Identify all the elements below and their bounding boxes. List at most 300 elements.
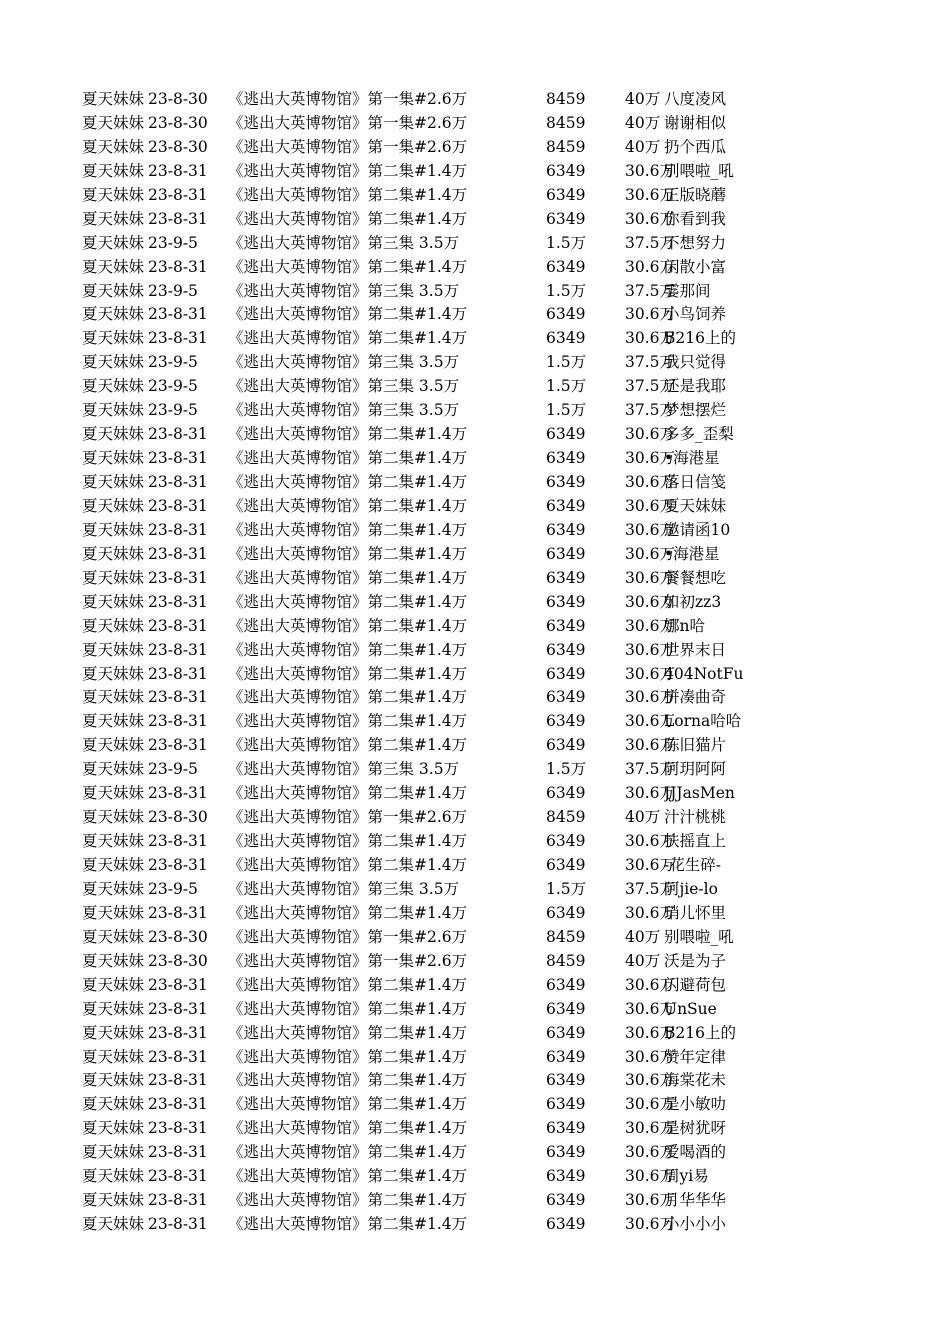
cell-views: 6349 — [546, 1167, 586, 1186]
cell-title: 《逃出大英博物馆》第三集 3.5万 — [228, 401, 460, 420]
cell-user: 如初zz3 — [664, 592, 722, 611]
cell-views: 8459 — [546, 90, 586, 108]
cell-views: 6349 — [546, 1095, 586, 1114]
cell-author: 夏天妹妹 — [82, 281, 145, 300]
cell-views: 6349 — [546, 329, 586, 348]
cell-author: 夏天妹妹 — [82, 640, 145, 659]
cell-fans: 30.6万 — [625, 903, 676, 922]
cell-author: 夏天妹妹 — [82, 999, 145, 1018]
table-row — [82, 1165, 762, 1189]
cell-user: 闲散小富 — [664, 257, 727, 276]
cell-date: 23-8-31 — [148, 185, 208, 204]
cell-user: 汁汁桃桃 — [664, 808, 727, 827]
cell-views: 6349 — [546, 209, 586, 228]
cell-author: 夏天妹妹 — [82, 879, 145, 898]
table-row — [82, 184, 762, 208]
cell-views: 6349 — [546, 520, 586, 539]
cell-author: 夏天妹妹 — [82, 1023, 145, 1042]
cell-fans: 30.6万 — [625, 161, 676, 180]
cell-author: 夏天妹妹 — [82, 544, 145, 563]
cell-author: 夏天妹妹 — [82, 951, 145, 970]
cell-user: 小鸟饲养 — [664, 305, 727, 324]
cell-user: 夏天妹妹 — [664, 496, 727, 515]
cell-author: 夏天妹妹 — [82, 137, 145, 156]
cell-user: 沃是为子 — [664, 951, 727, 970]
cell-user: 别喂啦_吼 — [664, 927, 734, 946]
cell-user: 陈旧猫片 — [664, 736, 727, 755]
cell-user: •海港星 — [664, 544, 720, 563]
cell-views: 8459 — [546, 137, 586, 156]
cell-author: 夏天妹妹 — [82, 353, 145, 372]
cell-author: 夏天妹妹 — [82, 856, 145, 874]
cell-fans: 30.6万 — [625, 784, 676, 803]
cell-author: 夏天妹妹 — [82, 496, 145, 515]
cell-user: 闪避荷包 — [664, 975, 727, 994]
cell-date: 23-8-31 — [148, 640, 208, 659]
cell-fans: 40万 — [625, 90, 661, 108]
cell-title: 《逃出大英博物馆》第二集#1.4万 — [228, 305, 468, 324]
cell-fans: 30.6万 — [625, 1023, 676, 1042]
table-row — [82, 998, 762, 1022]
cell-user: 世界末日 — [664, 640, 727, 659]
table-row — [82, 878, 762, 902]
cell-title: 《逃出大英博物馆》第二集#1.4万 — [228, 544, 468, 563]
cell-date: 23-8-31 — [148, 209, 208, 228]
cell-author: 夏天妹妹 — [82, 784, 145, 803]
cell-user: 正版晓蘑 — [664, 185, 727, 204]
cell-title: 《逃出大英博物馆》第二集#1.4万 — [228, 856, 468, 874]
cell-views: 1.5万 — [546, 377, 587, 396]
cell-title: 《逃出大英博物馆》第二集#1.4万 — [228, 161, 468, 180]
cell-views: 6349 — [546, 903, 586, 922]
cell-title: 《逃出大英博物馆》第二集#1.4万 — [228, 903, 468, 922]
table-row — [82, 710, 762, 734]
cell-author: 夏天妹妹 — [82, 688, 145, 707]
cell-views: 8459 — [546, 927, 586, 946]
cell-author: 夏天妹妹 — [82, 401, 145, 420]
table-row — [82, 232, 762, 256]
cell-views: 1.5万 — [546, 233, 587, 252]
cell-date: 23-8-31 — [148, 1167, 208, 1186]
table-row — [82, 639, 762, 663]
cell-user: 爱喝酒的 — [664, 1143, 727, 1162]
cell-user: 谢谢相似 — [664, 113, 727, 132]
cell-date: 23-8-31 — [148, 999, 208, 1018]
table-row — [82, 830, 762, 854]
cell-views: 6349 — [546, 1215, 586, 1234]
cell-date: 23-8-31 — [148, 616, 208, 635]
cell-user: UnSue — [664, 999, 717, 1018]
cell-date: 23-8-30 — [148, 951, 208, 970]
cell-date: 23-8-31 — [148, 1023, 208, 1042]
cell-user: 餐餐想吃 — [664, 568, 727, 587]
cell-date: 23-8-30 — [148, 808, 208, 827]
cell-fans: 30.6万 — [625, 712, 676, 731]
cell-title: 《逃出大英博物馆》第二集#1.4万 — [228, 1143, 468, 1162]
cell-title: 《逃出大英博物馆》第一集#2.6万 — [228, 808, 468, 827]
cell-title: 《逃出大英博物馆》第二集#1.4万 — [228, 568, 468, 587]
cell-user: 阿玥阿阿 — [664, 760, 727, 779]
cell-user: 落日信笺 — [664, 473, 727, 491]
cell-title: 《逃出大英博物馆》第三集 3.5万 — [228, 377, 460, 396]
cell-views: 8459 — [546, 951, 586, 970]
cell-date: 23-8-31 — [148, 736, 208, 755]
table-row — [82, 495, 762, 519]
table-row — [82, 1069, 762, 1093]
cell-user: B216上的 — [664, 1023, 736, 1042]
table-row — [82, 1141, 762, 1165]
cell-date: 23-9-5 — [148, 879, 198, 898]
cell-fans: 40万 — [625, 808, 661, 827]
table-row — [82, 256, 762, 280]
cell-user: 多多_歪梨 — [664, 425, 734, 444]
cell-user: 梦想摆烂 — [664, 401, 727, 420]
table-row — [82, 782, 762, 806]
cell-views: 6349 — [546, 1119, 586, 1138]
table-row — [82, 974, 762, 998]
cell-author: 夏天妹妹 — [82, 568, 145, 587]
cell-title: 《逃出大英博物馆》第二集#1.4万 — [228, 1215, 468, 1234]
table-row — [82, 591, 762, 615]
cell-title: 《逃出大英博物馆》第二集#1.4万 — [228, 425, 468, 444]
cell-user: 404NotFu — [664, 664, 744, 683]
cell-fans: 30.6万 — [625, 568, 676, 587]
cell-author: 夏天妹妹 — [82, 808, 145, 827]
cell-date: 23-8-31 — [148, 856, 208, 874]
cell-fans: 40万 — [625, 927, 661, 946]
cell-fans: 30.6万 — [625, 975, 676, 994]
cell-author: 夏天妹妹 — [82, 520, 145, 539]
cell-author: 夏天妹妹 — [82, 903, 145, 922]
cell-fans: 37.5万 — [625, 281, 676, 300]
cell-title: 《逃出大英博物馆》第三集 3.5万 — [228, 233, 460, 252]
cell-views: 6349 — [546, 712, 586, 731]
cell-views: 6349 — [546, 664, 586, 683]
cell-date: 23-8-31 — [148, 568, 208, 587]
cell-user: 是小敏叻 — [664, 1095, 727, 1114]
cell-fans: 37.5万 — [625, 879, 676, 898]
cell-views: 8459 — [546, 808, 586, 827]
cell-views: 1.5万 — [546, 281, 587, 300]
cell-author: 夏天妹妹 — [82, 1095, 145, 1114]
cell-author: 夏天妹妹 — [82, 927, 145, 946]
cell-fans: 30.6万 — [625, 305, 676, 324]
cell-views: 6349 — [546, 449, 586, 468]
cell-fans: 30.6万 — [625, 664, 676, 683]
table-row — [82, 1117, 762, 1141]
cell-fans: 30.6万 — [625, 496, 676, 515]
table-row — [82, 950, 762, 974]
cell-title: 《逃出大英博物馆》第二集#1.4万 — [228, 832, 468, 851]
table-row — [82, 280, 762, 304]
table-row — [82, 1022, 762, 1046]
cell-title: 《逃出大英博物馆》第一集#2.6万 — [228, 951, 468, 970]
cell-user: 八度凌风 — [664, 90, 727, 108]
table-row — [82, 136, 762, 160]
table-row — [82, 519, 762, 543]
cell-user: -花生碎- — [664, 856, 721, 874]
cell-fans: 37.5万 — [625, 377, 676, 396]
cell-title: 《逃出大英博物馆》第二集#1.4万 — [228, 1119, 468, 1138]
cell-user: 海棠花未 — [664, 1071, 727, 1090]
cell-date: 23-8-31 — [148, 1191, 208, 1210]
cell-user: 月华华华 — [664, 1191, 727, 1210]
cell-author: 夏天妹妹 — [82, 425, 145, 444]
cell-fans: 30.6万 — [625, 616, 676, 635]
cell-author: 夏天妹妹 — [82, 473, 145, 491]
cell-views: 1.5万 — [546, 760, 587, 779]
cell-title: 《逃出大英博物馆》第二集#1.4万 — [228, 209, 468, 228]
cell-author: 夏天妹妹 — [82, 1047, 145, 1066]
cell-title: 《逃出大英博物馆》第二集#1.4万 — [228, 592, 468, 611]
cell-views: 6349 — [546, 1023, 586, 1042]
cell-title: 《逃出大英博物馆》第三集 3.5万 — [228, 879, 460, 898]
cell-fans: 37.5万 — [625, 760, 676, 779]
cell-user: 不想努力 — [664, 233, 727, 252]
cell-title: 《逃出大英博物馆》第二集#1.4万 — [228, 473, 468, 491]
cell-fans: 30.6万 — [625, 1215, 676, 1234]
cell-fans: 40万 — [625, 951, 661, 970]
cell-author: 夏天妹妹 — [82, 90, 145, 108]
cell-user: 别喂啦_吼 — [664, 161, 734, 180]
cell-views: 6349 — [546, 832, 586, 851]
cell-date: 23-8-30 — [148, 113, 208, 132]
cell-date: 23-8-31 — [148, 305, 208, 324]
cell-fans: 37.5万 — [625, 233, 676, 252]
table-row — [82, 902, 762, 926]
cell-author: 夏天妹妹 — [82, 257, 145, 276]
table-row — [82, 327, 762, 351]
cell-title: 《逃出大英博物馆》第二集#1.4万 — [228, 784, 468, 803]
cell-views: 6349 — [546, 736, 586, 755]
cell-fans: 30.6万 — [625, 1119, 676, 1138]
cell-views: 6349 — [546, 1191, 586, 1210]
cell-fans: 30.6万 — [625, 425, 676, 444]
table-row — [82, 375, 762, 399]
cell-author: 夏天妹妹 — [82, 329, 145, 348]
cell-views: 6349 — [546, 544, 586, 563]
cell-title: 《逃出大英博物馆》第一集#2.6万 — [228, 90, 468, 108]
table-row — [82, 303, 762, 327]
cell-views: 6349 — [546, 856, 586, 874]
cell-views: 6349 — [546, 1143, 586, 1162]
cell-views: 6349 — [546, 616, 586, 635]
cell-views: 6349 — [546, 305, 586, 324]
table-row — [82, 615, 762, 639]
cell-fans: 30.6万 — [625, 209, 676, 228]
cell-views: 6349 — [546, 784, 586, 803]
cell-fans: 30.6万 — [625, 640, 676, 659]
cell-title: 《逃出大英博物馆》第二集#1.4万 — [228, 640, 468, 659]
cell-title: 《逃出大英博物馆》第二集#1.4万 — [228, 1071, 468, 1090]
cell-author: 夏天妹妹 — [82, 1191, 145, 1210]
cell-date: 23-8-31 — [148, 664, 208, 683]
cell-title: 《逃出大英博物馆》第二集#1.4万 — [228, 329, 468, 348]
cell-title: 《逃出大英博物馆》第二集#1.4万 — [228, 664, 468, 683]
cell-date: 23-9-5 — [148, 233, 198, 252]
cell-fans: 30.6万 — [625, 1095, 676, 1114]
cell-fans: 30.6万 — [625, 257, 676, 276]
cell-fans: 30.6万 — [625, 999, 676, 1018]
cell-user: 阿jie-lo — [664, 879, 718, 898]
cell-author: 夏天妹妹 — [82, 1215, 145, 1234]
cell-author: 夏天妹妹 — [82, 185, 145, 204]
cell-views: 6349 — [546, 688, 586, 707]
cell-fans: 30.6万 — [625, 1191, 676, 1210]
cell-views: 6349 — [546, 999, 586, 1018]
cell-views: 1.5万 — [546, 879, 587, 898]
cell-author: 夏天妹妹 — [82, 161, 145, 180]
cell-fans: 30.6万 — [625, 1167, 676, 1186]
cell-fans: 30.6万 — [625, 1047, 676, 1066]
cell-fans: 40万 — [625, 137, 661, 156]
cell-fans: 30.6万 — [625, 856, 676, 874]
cell-author: 夏天妹妹 — [82, 233, 145, 252]
cell-title: 《逃出大英博物馆》第二集#1.4万 — [228, 1095, 468, 1114]
table-row — [82, 806, 762, 830]
cell-date: 23-8-30 — [148, 90, 208, 108]
cell-fans: 30.6万 — [625, 832, 676, 851]
cell-date: 23-8-31 — [148, 712, 208, 731]
cell-title: 《逃出大英博物馆》第二集#1.4万 — [228, 712, 468, 731]
cell-author: 夏天妹妹 — [82, 305, 145, 324]
cell-title: 《逃出大英博物馆》第二集#1.4万 — [228, 688, 468, 707]
cell-views: 6349 — [546, 592, 586, 611]
table-row — [82, 567, 762, 591]
cell-title: 《逃出大英博物馆》第二集#1.4万 — [228, 1023, 468, 1042]
cell-date: 23-8-31 — [148, 975, 208, 994]
table-row — [82, 543, 762, 567]
cell-fans: 37.5万 — [625, 353, 676, 372]
cell-date: 23-8-31 — [148, 1143, 208, 1162]
cell-date: 23-8-31 — [148, 425, 208, 444]
cell-author: 夏天妹妹 — [82, 449, 145, 468]
cell-date: 23-8-31 — [148, 473, 208, 491]
cell-fans: 30.6万 — [625, 1143, 676, 1162]
table-row — [82, 758, 762, 782]
cell-title: 《逃出大英博物馆》第二集#1.4万 — [228, 736, 468, 755]
cell-title: 《逃出大英博物馆》第二集#1.4万 — [228, 616, 468, 635]
cell-fans: 37.5万 — [625, 401, 676, 420]
cell-author: 夏天妹妹 — [82, 377, 145, 396]
cell-fans: 30.6万 — [625, 449, 676, 468]
cell-fans: 40万 — [625, 113, 661, 132]
cell-title: 《逃出大英博物馆》第二集#1.4万 — [228, 185, 468, 204]
table-row — [82, 447, 762, 471]
cell-title: 《逃出大英博物馆》第一集#2.6万 — [228, 137, 468, 156]
cell-title: 《逃出大英博物馆》第二集#1.4万 — [228, 1167, 468, 1186]
cell-user: 扶摇直上 — [664, 832, 727, 851]
cell-user: 还是我耶 — [664, 377, 727, 396]
cell-user: Lorna哈哈 — [664, 712, 742, 731]
cell-title: 《逃出大英博物馆》第一集#2.6万 — [228, 113, 468, 132]
cell-date: 23-9-5 — [148, 377, 198, 396]
cell-author: 夏天妹妹 — [82, 592, 145, 611]
cell-title: 《逃出大英博物馆》第二集#1.4万 — [228, 257, 468, 276]
cell-title: 《逃出大英博物馆》第二集#1.4万 — [228, 1191, 468, 1210]
cell-date: 23-8-31 — [148, 257, 208, 276]
cell-user: 琑儿怀里 — [664, 903, 727, 922]
table-row — [82, 1189, 762, 1213]
table-row — [82, 926, 762, 950]
cell-author: 夏天妹妹 — [82, 616, 145, 635]
cell-user: 拼凑曲奇 — [664, 688, 727, 707]
cell-views: 6349 — [546, 1047, 586, 1066]
table-row — [82, 854, 762, 878]
table-row — [82, 1046, 762, 1070]
cell-date: 23-8-31 — [148, 1071, 208, 1090]
cell-author: 夏天妹妹 — [82, 113, 145, 132]
cell-fans: 30.6万 — [625, 592, 676, 611]
cell-date: 23-8-31 — [148, 688, 208, 707]
cell-author: 夏天妹妹 — [82, 1143, 145, 1162]
cell-views: 8459 — [546, 113, 586, 132]
cell-views: 6349 — [546, 496, 586, 515]
table-row — [82, 663, 762, 687]
cell-user: 扔个西瓜 — [664, 137, 727, 156]
cell-date: 23-8-31 — [148, 161, 208, 180]
cell-date: 23-8-31 — [148, 520, 208, 539]
cell-author: 夏天妹妹 — [82, 209, 145, 228]
cell-title: 《逃出大英博物馆》第二集#1.4万 — [228, 975, 468, 994]
table-row — [82, 399, 762, 423]
table-row — [82, 351, 762, 375]
cell-date: 23-8-31 — [148, 544, 208, 563]
cell-views: 6349 — [546, 425, 586, 444]
cell-author: 夏天妹妹 — [82, 760, 145, 779]
cell-author: 夏天妹妹 — [82, 1071, 145, 1090]
cell-fans: 30.6万 — [625, 688, 676, 707]
cell-date: 23-8-31 — [148, 1215, 208, 1234]
cell-views: 6349 — [546, 161, 586, 180]
cell-views: 6349 — [546, 185, 586, 204]
cell-fans: 30.6万 — [625, 520, 676, 539]
cell-date: 23-8-31 — [148, 903, 208, 922]
cell-user: 霎那间 — [664, 281, 711, 300]
cell-title: 《逃出大英博物馆》第一集#2.6万 — [228, 927, 468, 946]
cell-author: 夏天妹妹 — [82, 832, 145, 851]
cell-author: 夏天妹妹 — [82, 1119, 145, 1138]
cell-date: 23-8-31 — [148, 784, 208, 803]
table-row — [82, 88, 762, 112]
cell-user: 娜n哈 — [664, 616, 705, 635]
cell-date: 23-8-31 — [148, 1119, 208, 1138]
table-row — [82, 208, 762, 232]
cell-user: B216上的 — [664, 329, 736, 348]
cell-author: 夏天妹妹 — [82, 975, 145, 994]
cell-fans: 30.6万 — [625, 544, 676, 563]
cell-title: 《逃出大英博物馆》第二集#1.4万 — [228, 1047, 468, 1066]
cell-title: 《逃出大英博物馆》第三集 3.5万 — [228, 760, 460, 779]
cell-author: 夏天妹妹 — [82, 712, 145, 731]
cell-user: 邀请函10 — [664, 520, 731, 539]
cell-date: 23-8-31 — [148, 329, 208, 348]
cell-date: 23-9-5 — [148, 401, 198, 420]
cell-user: 我只觉得 — [664, 353, 727, 372]
cell-date: 23-8-30 — [148, 137, 208, 156]
cell-title: 《逃出大英博物馆》第二集#1.4万 — [228, 496, 468, 515]
cell-user: •海港星 — [664, 449, 720, 468]
table-row — [82, 1093, 762, 1117]
table-row — [82, 734, 762, 758]
cell-author: 夏天妹妹 — [82, 736, 145, 755]
table-row — [82, 1213, 762, 1237]
cell-fans: 30.6万 — [625, 473, 676, 491]
cell-date: 23-8-31 — [148, 449, 208, 468]
cell-title: 《逃出大英博物馆》第三集 3.5万 — [228, 281, 460, 300]
cell-title: 《逃出大英博物馆》第二集#1.4万 — [228, 520, 468, 539]
data-sheet — [82, 88, 762, 1237]
